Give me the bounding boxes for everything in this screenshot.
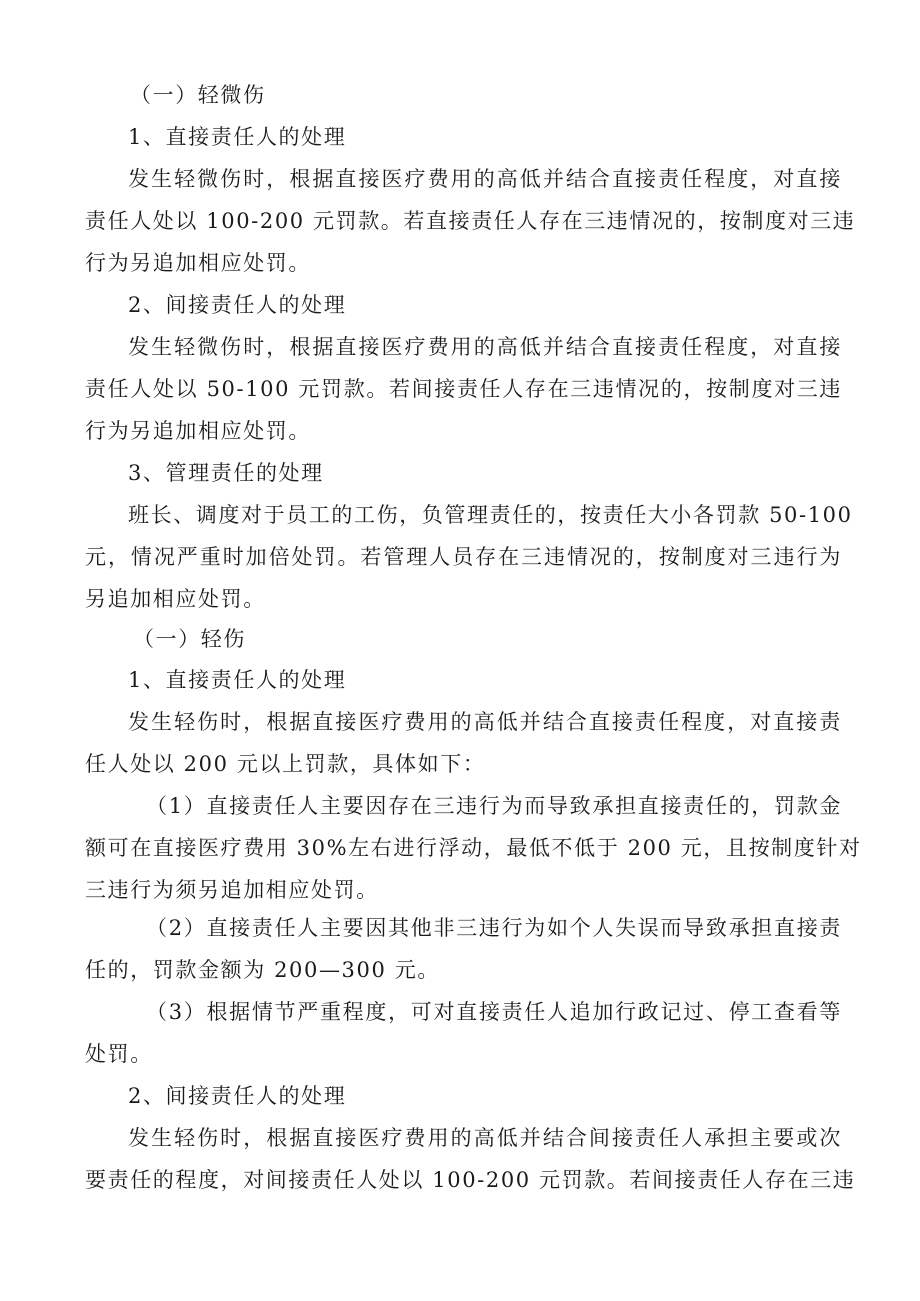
list-item-line: （3）根据情节严重程度，可对直接责任人追加行政记过、停工查看等: [146, 1000, 842, 1024]
subheading-management-responsibility: 3、管理责任的处理: [128, 461, 324, 485]
subheading-indirect-responsible: 2、间接责任人的处理: [128, 1084, 347, 1108]
paragraph-line: 行为另追加相应处罚。: [85, 419, 311, 443]
subheading-direct-responsible: 1、直接责任人的处理: [128, 125, 347, 149]
paragraph-line: 发生轻微伤时，根据直接医疗费用的高低并结合直接责任程度，对直接: [128, 335, 842, 359]
list-item-line: （1）直接责任人主要因存在三违行为而导致承担直接责任的，罚款金: [146, 794, 842, 818]
section-heading-light-injury: （一）轻伤: [133, 627, 246, 651]
list-item-line: 额可在直接医疗费用 30%左右进行浮动，最低不低于 200 元，且按制度针对: [85, 836, 862, 860]
paragraph-line: 元，情况严重时加倍处罚。若管理人员存在三违情况的，按制度对三违行为: [85, 545, 842, 569]
list-item-line: （2）直接责任人主要因其他非三违行为如个人失误而导致承担直接责: [146, 916, 842, 940]
paragraph-line: 班长、调度对于员工的工伤，负管理责任的，按责任大小各罚款 50-100: [128, 503, 853, 527]
subheading-direct-responsible: 1、直接责任人的处理: [128, 668, 347, 692]
paragraph-line: 另追加相应处罚。: [85, 587, 266, 611]
section-heading-minor-injury: （一）轻微伤: [130, 83, 266, 107]
paragraph-line: 要责任的程度，对间接责任人处以 100-200 元罚款。若间接责任人存在三违: [85, 1168, 856, 1192]
paragraph-line: 行为另追加相应处罚。: [85, 251, 311, 275]
paragraph-line: 责任人处以 50-100 元罚款。若间接责任人存在三违情况的，按制度对三违: [85, 377, 842, 401]
paragraph-line: 责任人处以 100-200 元罚款。若直接责任人存在三违情况的，按制度对三违: [85, 209, 856, 233]
list-item-line: 三违行为须另追加相应处罚。: [85, 878, 379, 902]
paragraph-line: 发生轻伤时，根据直接医疗费用的高低并结合间接责任人承担主要或次: [128, 1126, 842, 1150]
paragraph-line: 发生轻伤时，根据直接医疗费用的高低并结合直接责任程度，对直接责: [128, 710, 842, 734]
paragraph-line: 发生轻微伤时，根据直接医疗费用的高低并结合直接责任程度，对直接: [128, 167, 842, 191]
list-item-line: 处罚。: [85, 1042, 153, 1066]
list-item-line: 任的，罚款金额为 200—300 元。: [85, 958, 440, 982]
subheading-indirect-responsible: 2、间接责任人的处理: [128, 293, 347, 317]
paragraph-line: 任人处以 200 元以上罚款，具体如下：: [85, 752, 486, 776]
